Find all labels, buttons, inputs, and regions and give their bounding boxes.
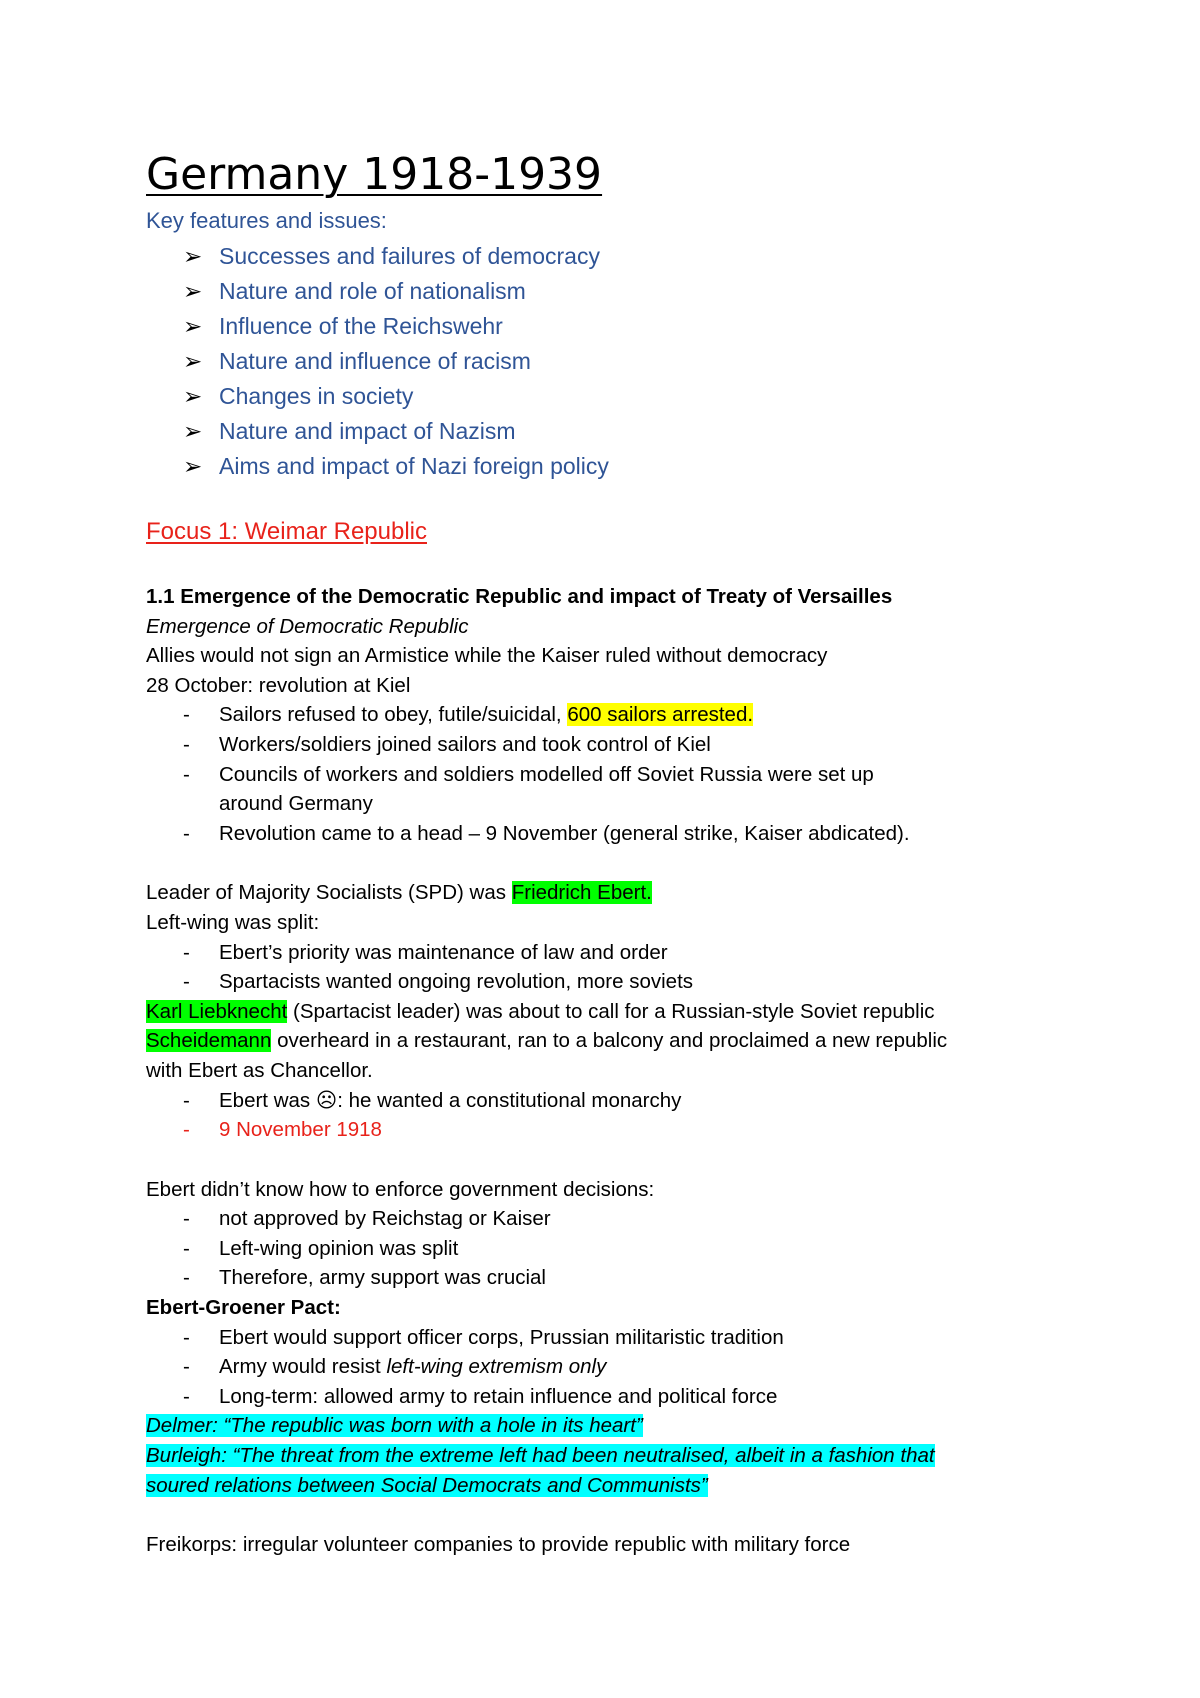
list-item: ➢ Nature and role of nationalism: [146, 275, 609, 310]
list-item: - Councils of workers and soldiers modelled off Soviet Russia were set up around Germany: [146, 760, 939, 819]
list-item: - 9 November 1918: [146, 1115, 1046, 1145]
list-item: - Spartacists wanted ongoing revolution, more soviets: [146, 967, 1046, 997]
list-item: ➢ Successes and failures of democracy: [146, 240, 609, 275]
paragraph: Ebert didn’t know how to enforce government decisions:: [146, 1177, 655, 1201]
paragraph: Freikorps: irregular volunteer companies to provide republic with military force: [146, 1533, 851, 1557]
arrow-bullet-icon: ➢: [183, 313, 203, 339]
arrow-bullet-icon: ➢: [183, 453, 203, 479]
paragraph-spacer: [146, 848, 1046, 878]
arrow-bullet-icon: ➢: [183, 418, 203, 444]
list-item: ➢ Nature and influence of racism: [146, 345, 609, 380]
arrow-bullet-icon: ➢: [183, 243, 203, 269]
section-subheading: Emergence of Democratic Republic: [146, 614, 469, 638]
highlight-green: Karl Liebknecht: [146, 999, 288, 1023]
paragraph: with Ebert as Chancellor.: [146, 1058, 373, 1082]
list-item: - Left-wing opinion was split: [146, 1234, 1046, 1264]
quote: [146, 1441, 1046, 1471]
key-features-list: [146, 240, 609, 485]
list-item: ➢ Changes in society: [146, 380, 609, 415]
highlight-green: Scheidemann: [146, 1029, 272, 1053]
key-features-heading: Key features and issues:: [146, 208, 387, 233]
focus-heading: Focus 1: Weimar Republic: [146, 518, 427, 545]
list-item: - Sailors refused to obey, futile/suicidal, 600 sailors arrested.: [146, 700, 1046, 730]
list-item: - Long-term: allowed army to retain influence and political force: [146, 1382, 1046, 1412]
list-item: - Army would resist left-wing extremism only: [146, 1352, 1046, 1382]
highlight-cyan: Delmer: “The republic was born with a hole in its heart”: [146, 1414, 643, 1438]
list-item: - Ebert would support officer corps, Prussian militaristic tradition: [146, 1323, 1046, 1353]
paragraph: Allies would not sign an Armistice while the Kaiser ruled without democracy: [146, 644, 828, 668]
highlight-cyan: soured relations between Social Democrats and Communists”: [146, 1473, 708, 1497]
list-item: - Revolution came to a head – 9 November (general strike, Kaiser abdicated).: [146, 819, 1046, 849]
paragraph-spacer: [146, 1145, 1046, 1175]
paragraph: Leader of Majority Socialists (SPD) was Friedrich Ebert.: [146, 881, 652, 905]
page-title: Germany 1918-1939: [146, 149, 603, 200]
list-item: - Ebert was ☹: he wanted a constitutional monarchy: [146, 1086, 1046, 1116]
list-item: - Therefore, army support was crucial: [146, 1263, 1046, 1293]
highlight-yellow: 600 sailors arrested.: [567, 703, 754, 727]
paragraph: Karl Liebknecht (Spartacist leader) was about to call for a Russian-style Soviet republic: [146, 999, 935, 1023]
paragraph: Scheidemann overheard in a restaurant, ran to a balcony and proclaimed a new republic: [146, 1029, 948, 1053]
quote: [146, 1471, 1046, 1501]
pact-heading: Ebert-Groener Pact:: [146, 1296, 341, 1320]
list-item: - Ebert’s priority was maintenance of law and order: [146, 938, 1046, 968]
list-item: - Workers/soldiers joined sailors and took control of Kiel: [146, 730, 1046, 760]
paragraph: Left-wing was split:: [146, 910, 320, 934]
sad-face-icon: ☹: [315, 1087, 338, 1112]
highlight-cyan: Burleigh: “The threat from the extreme left had been neutralised, albeit in a fashion that: [146, 1444, 935, 1468]
paragraph: 28 October: revolution at Kiel: [146, 673, 411, 697]
arrow-bullet-icon: ➢: [183, 278, 203, 304]
list-item: ➢ Nature and impact of Nazism: [146, 415, 609, 450]
list-item: - not approved by Reichstag or Kaiser: [146, 1204, 1046, 1234]
paragraph-spacer: [146, 1500, 1046, 1530]
quote: [146, 1411, 1046, 1441]
highlight-green: Friedrich Ebert.: [511, 881, 652, 905]
list-item: ➢ Influence of the Reichswehr: [146, 310, 609, 345]
list-item: ➢ Aims and impact of Nazi foreign policy: [146, 450, 609, 485]
section-heading: 1.1 Emergence of the Democratic Republic and impact of Treaty of Versailles: [146, 585, 893, 608]
arrow-bullet-icon: ➢: [183, 348, 203, 374]
section-body: [146, 582, 1046, 1560]
arrow-bullet-icon: ➢: [183, 383, 203, 409]
